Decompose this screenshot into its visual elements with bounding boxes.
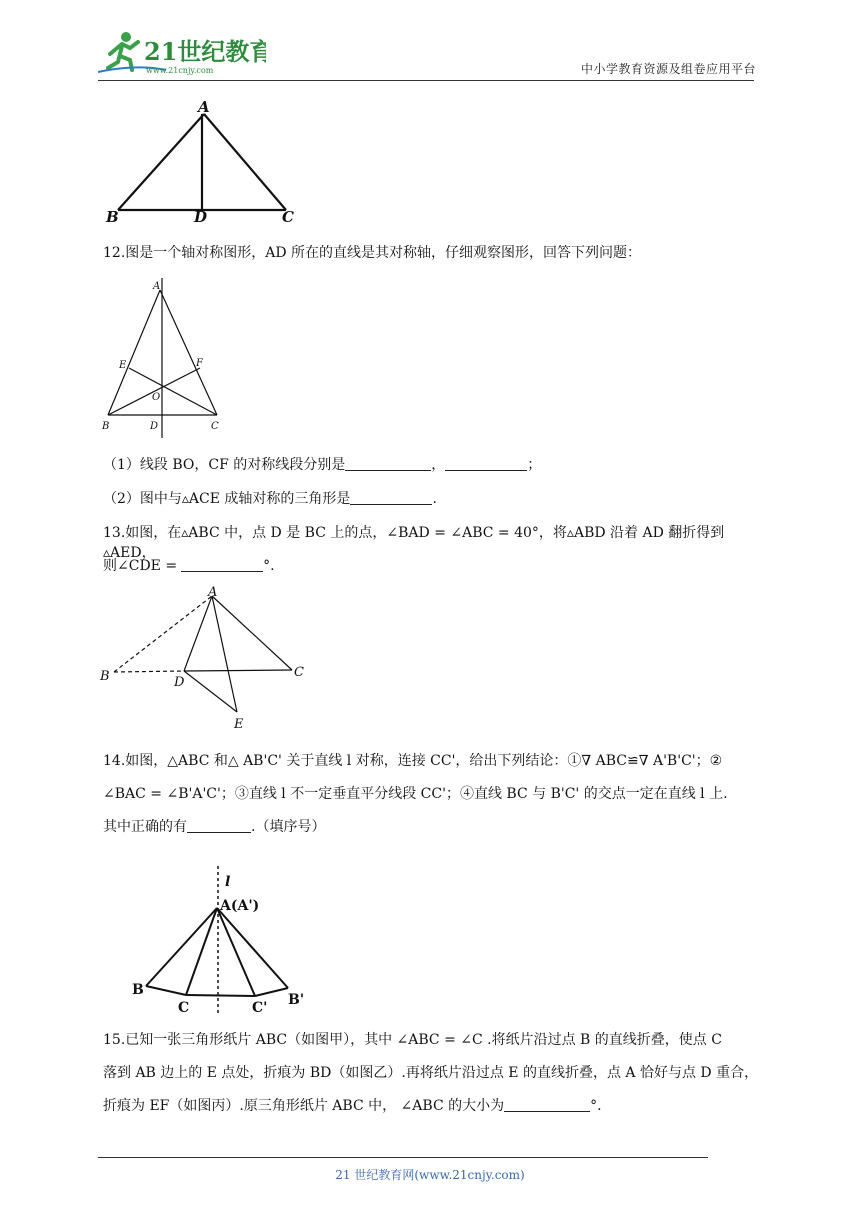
q14-line3-text: 其中正确的有 xyxy=(103,819,187,835)
q13-line1: 13.如图，在▵ABC 中，点 D 是 BC 上的点，∠BAD = ∠ABC = 40°，将▵ABD 沿着 AD 翻折得到▵AED， xyxy=(103,525,725,561)
label-a: A xyxy=(153,281,161,292)
label-b: B xyxy=(100,669,110,684)
figure-q11 xyxy=(98,98,308,228)
figure-q13 xyxy=(96,584,316,734)
q13-line2 xyxy=(103,556,762,576)
logo xyxy=(96,28,266,76)
q15-line3-text: 折痕为 EF（如图丙）.原三角形纸片 ABC 中， ∠ABC 的大小为 xyxy=(103,1098,505,1114)
label-d: D xyxy=(194,208,208,226)
q12-part2-text: （2）图中与▵ACE 成轴对称的三角形是 xyxy=(103,491,351,507)
label-d: D xyxy=(174,675,185,690)
q12-part1-end: ； xyxy=(527,457,542,473)
q12-part1-text: （1）线段 BO，CF 的对称线段分别是 xyxy=(103,457,346,473)
answer-blank[interactable] xyxy=(445,456,527,471)
label-c: C xyxy=(282,208,294,226)
q12-part1 xyxy=(103,455,762,475)
label-c-prime: C' xyxy=(252,1000,268,1016)
footer-divider xyxy=(98,1157,708,1158)
label-d: D xyxy=(150,421,159,432)
label-a: A xyxy=(198,98,210,116)
q14-line2: ∠BAC = ∠B'A'C'；③直线 l 不一定垂直平分线段 CC'；④直线 BC 与 B'C' 的交点一定在直线 l 上. xyxy=(103,786,728,802)
q12-part2-end: . xyxy=(432,491,437,507)
q13-line2-text: 则∠CDE = xyxy=(103,558,178,574)
q15-line3-end: °. xyxy=(590,1098,602,1114)
label-e: E xyxy=(119,360,127,371)
label-b: B xyxy=(132,982,144,998)
logo-text: 21世纪教育 xyxy=(144,37,266,66)
q15-line1: 15.已知一张三角形纸片 ABC（如图甲），其中 ∠ABC = ∠C .将纸片沿过点 B 的直线折叠，使点 C xyxy=(103,1032,722,1048)
footer-text: 21 世纪教育网(www.21cnjy.com) xyxy=(335,1168,525,1182)
answer-blank[interactable] xyxy=(345,456,431,471)
q13-line2-end: °. xyxy=(263,558,275,574)
label-b: B xyxy=(102,421,110,432)
q15-line2: 落到 AB 边上的 E 点处，折痕为 BD（如图乙）.再将纸片沿过点 E 的直线折叠，点 A 恰好与点 D 重合， xyxy=(103,1065,759,1081)
q12-stem: 12.图是一个轴对称图形，AD 所在的直线是其对称轴，仔细观察图形，回答下列问题： xyxy=(103,245,642,261)
q14-line1: 14.如图，△ABC 和△ AB'C' 关于直线 l 对称，连接 CC'，给出下列结论：①∇ ABC≌∇ A'B'C'；② xyxy=(103,753,723,769)
answer-blank[interactable] xyxy=(181,557,263,572)
label-b: B xyxy=(106,208,119,226)
answer-blank[interactable] xyxy=(187,818,251,833)
label-f: F xyxy=(196,358,203,369)
header-divider xyxy=(98,80,754,81)
figure-q14 xyxy=(128,866,328,1016)
answer-blank[interactable] xyxy=(350,490,432,505)
q15-line3 xyxy=(103,1096,762,1116)
label-l: l xyxy=(225,874,231,890)
q12-part1-sep: ， xyxy=(431,457,446,473)
platform-name: 中小学教育资源及组卷应用平台 xyxy=(580,62,756,76)
label-a: A xyxy=(208,585,218,600)
label-c: C xyxy=(294,665,304,680)
label-e: E xyxy=(234,717,244,732)
logo-url: www.21cnjy.com xyxy=(146,66,214,75)
label-b-prime: B' xyxy=(288,992,305,1008)
label-c: C xyxy=(211,421,219,432)
label-c: C xyxy=(178,1000,190,1016)
label-o: O xyxy=(152,392,161,403)
q14-line3-end: .（填序号） xyxy=(251,819,326,835)
q12-part2 xyxy=(103,489,762,509)
figure-q12 xyxy=(98,278,238,438)
answer-blank[interactable] xyxy=(504,1097,590,1112)
label-a: A(A') xyxy=(220,898,260,914)
q14-line3 xyxy=(103,817,762,837)
